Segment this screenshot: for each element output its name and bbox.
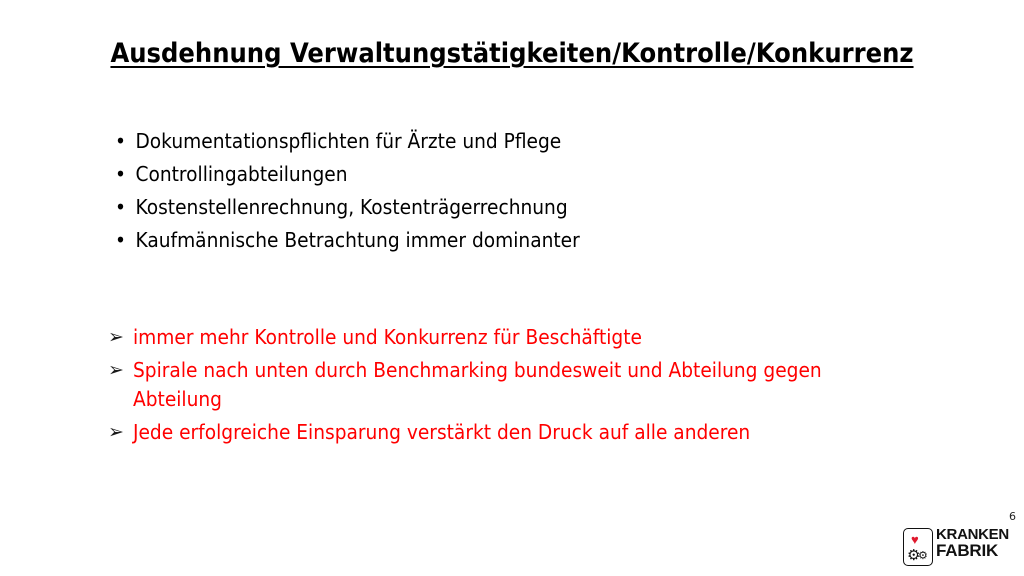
arrow-item xyxy=(108,356,928,414)
bullet-item xyxy=(115,191,859,224)
arrow-item xyxy=(108,323,928,352)
bullet-dot-icon: • xyxy=(115,129,126,153)
arrow-list xyxy=(108,323,928,451)
heart-gears-icon xyxy=(903,528,933,566)
arrow-bullet-icon: ➢ xyxy=(108,326,124,348)
bullet-dot-icon: • xyxy=(115,228,126,252)
arrow-text: immer mehr Kontrolle und Konkurrenz für Beschäftigte xyxy=(133,325,642,349)
bullet-text: Kostenstellenrechnung, Kostenträgerrechnung xyxy=(135,195,568,219)
bullet-text: Controllingabteilungen xyxy=(135,162,348,186)
bullet-text: Kaufmännische Betrachtung immer dominanter xyxy=(135,228,580,252)
arrow-item xyxy=(108,418,928,447)
arrow-text: Jede erfolgreiche Einsparung verstärkt den Druck auf alle anderen xyxy=(133,420,751,444)
slide-title: Ausdehnung Verwaltungstätigkeiten/Kontrolle/Konkurrenz xyxy=(110,38,914,69)
logo-word-bottom: FABRIK xyxy=(936,541,999,560)
gear-icon: ⚙ xyxy=(907,547,921,564)
bullet-list xyxy=(115,125,915,257)
logo-word-top: KRANKEN xyxy=(936,526,1009,543)
arrow-bullet-icon: ➢ xyxy=(108,359,124,381)
gear-icon: ⚙ xyxy=(918,550,928,562)
bullet-dot-icon: • xyxy=(115,162,126,186)
arrow-bullet-icon: ➢ xyxy=(108,421,124,443)
bullet-item xyxy=(115,224,859,257)
bullet-dot-icon: • xyxy=(115,195,126,219)
krankenfabrik-logo xyxy=(903,527,1018,569)
bullet-text: Dokumentationspflichten für Ärzte und Pflege xyxy=(135,129,562,153)
bullet-item xyxy=(115,125,859,158)
arrow-text: Spirale nach unten durch Benchmarking bundesweit und Abteilung gegen Abteilung xyxy=(133,358,822,411)
page-number: 6 xyxy=(1009,510,1016,523)
heart-icon: ♥ xyxy=(911,532,919,547)
bullet-item xyxy=(115,158,859,191)
